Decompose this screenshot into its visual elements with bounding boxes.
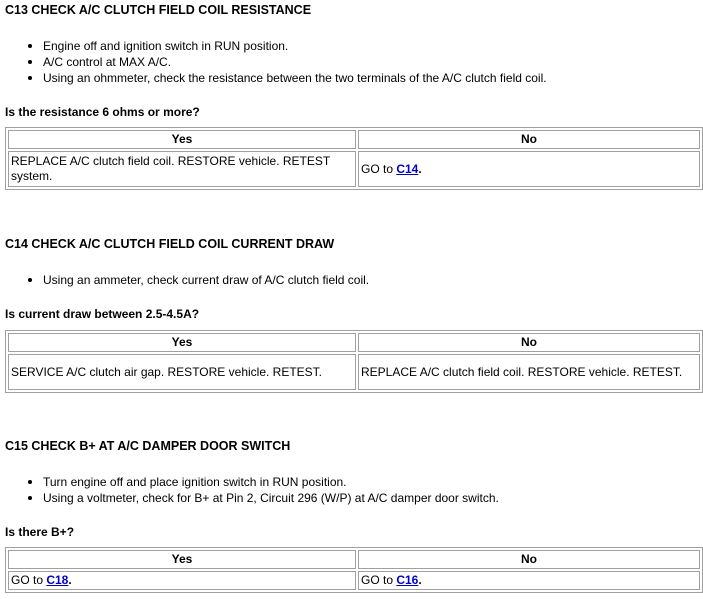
c14-no-header: No (358, 333, 700, 352)
c18-link[interactable]: C18 (46, 573, 69, 587)
c13-step-2: A/C control at MAX A/C. (28, 54, 703, 70)
c13-question: Is the resistance 6 ohms or more? (5, 105, 200, 119)
c15-step-2: Using a voltmeter, check for B+ at Pin 2, Circuit 296 (W/P) at A/C damper door switch. (28, 490, 703, 506)
c15-yes-prefix: GO to (11, 573, 47, 587)
c15-no-cell (358, 571, 700, 590)
c14-title: C14 CHECK A/C CLUTCH FIELD COIL CURRENT DRAW (5, 237, 335, 251)
c14-decision-table (5, 330, 703, 393)
c13-no-prefix: GO to (361, 161, 397, 176)
c14-yes-header: Yes (8, 333, 356, 352)
c16-link[interactable]: C16 (396, 573, 419, 587)
c13-no-header: No (358, 130, 700, 149)
c13-yes-cell: REPLACE A/C clutch field coil. RESTORE vehicle. RETEST system. (8, 151, 356, 187)
c15-steps (0, 474, 703, 506)
c14-link[interactable]: C14 (396, 161, 419, 176)
c13-no-suffix: . (418, 161, 422, 176)
c14-steps (0, 272, 703, 288)
c13-yes-header: Yes (8, 130, 356, 149)
c13-steps (0, 38, 703, 86)
c15-no-suffix: . (418, 573, 422, 587)
c15-decision-table (5, 547, 703, 593)
c13-title: C13 CHECK A/C CLUTCH FIELD COIL RESISTANCE (5, 3, 312, 17)
c15-yes-cell (8, 571, 356, 590)
c15-question: Is there B+? (5, 525, 75, 539)
c13-step-1: Engine off and ignition switch in RUN position. (28, 38, 703, 54)
c15-yes-header: Yes (8, 550, 356, 569)
c14-step-1: Using an ammeter, check current draw of A/C clutch field coil. (28, 272, 703, 288)
c15-no-header: No (358, 550, 700, 569)
c13-no-cell (358, 151, 700, 187)
c13-step-3: Using an ohmmeter, check the resistance between the two terminals of the A/C clutch field coil. (28, 70, 703, 86)
c13-decision-table (5, 127, 703, 190)
c14-no-cell: REPLACE A/C clutch field coil. RESTORE vehicle. RETEST. (358, 354, 700, 390)
c15-title: C15 CHECK B+ AT A/C DAMPER DOOR SWITCH (5, 439, 291, 453)
c14-question: Is current draw between 2.5-4.5A? (5, 307, 200, 321)
c15-step-1: Turn engine off and place ignition switch in RUN position. (28, 474, 703, 490)
c15-no-prefix: GO to (361, 573, 397, 587)
c15-yes-suffix: . (68, 573, 72, 587)
c14-yes-cell: SERVICE A/C clutch air gap. RESTORE vehicle. RETEST. (8, 354, 356, 390)
